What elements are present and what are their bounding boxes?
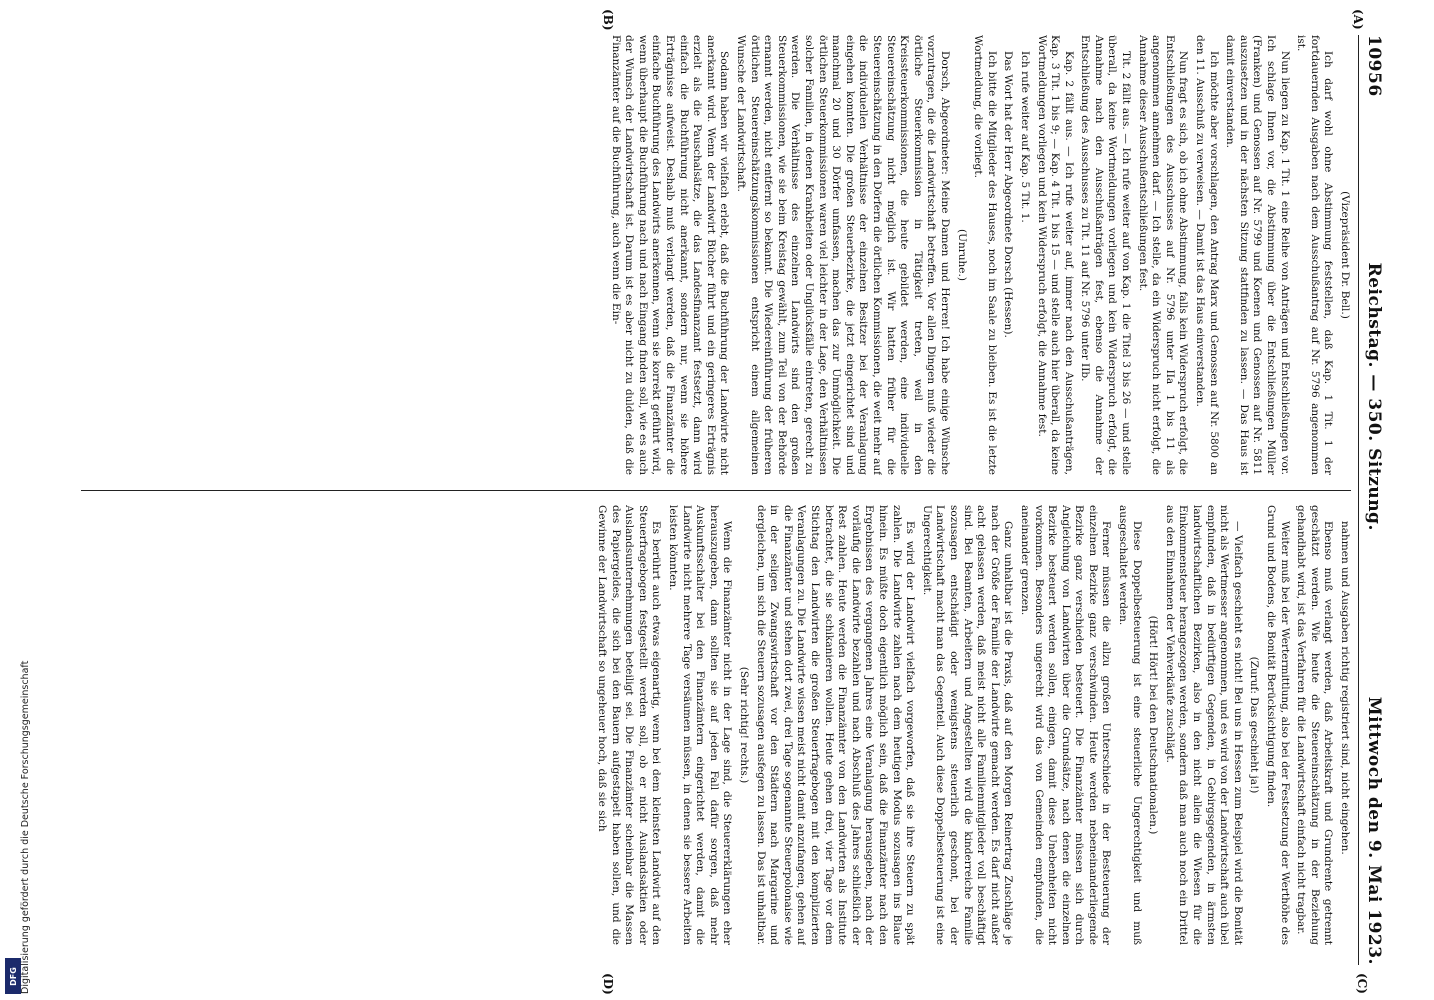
margin-marker-c: (C) bbox=[1355, 973, 1369, 994]
column-divider bbox=[81, 490, 1351, 491]
paragraph: Ganz unhaltbar ist die Praxis, daß auf den Morgen Reinertrag Zuschläge je nach der Größe der Familie der Landwirte gemacht werden. Es darf nicht außer acht gelassen werden, daß meist nicht alle Familienmitglieder voll beschäftigt sind. Bei Beamten, Arbeitern und Angestellten wird die kinderreiche Familie sozusagen entschädigt oder wenigstens steuerlich geschont, bei der Landwirtschaft macht man das Gegenteil. Auch diese Doppelbesteuerung ist eine Ungerechtigkeit. bbox=[920, 505, 1015, 945]
margin-marker-a: (A) bbox=[1351, 9, 1365, 30]
paragraph: Ich darf wohl ohne Abstimmung feststellen, daß Kap. 1 Tit. 1 der fortdauernden Ausgaben nach dem Ausschußantrag auf Nr. 5796 angenommen ist. bbox=[1295, 35, 1335, 475]
page-number: 10956 bbox=[1364, 35, 1384, 97]
paragraph: Diese Doppelbesteuerung ist eine steuerliche Ungerechtigkeit und muß ausgeschaltet werden. bbox=[1117, 505, 1143, 945]
credit-strip bbox=[0, 0, 31, 1000]
page-header bbox=[1358, 35, 1389, 965]
margin-marker-b: (B) bbox=[601, 9, 615, 31]
paragraph: — Vielfach geschieht es nicht! Bei uns in Hessen zum Beispiel wird die Bonität nicht als Wertmesser angenommen, und es wird von der Landwirtschaft auch übel empfunden, daß in bedürftigen Gegenden, in Gebirgsgegenden, in ärmsten landwirtschaftlichen Bezirken, also in den nicht allein die Wiesen für die Einkommensteuer herangezogen werden, sondern daß man auch noch ein Drittel aus den Einnahmen der Viehverkäufe zuschlägt. bbox=[1163, 505, 1244, 945]
paragraph: Weiter muß bei der Wertermittlung, also bei der Festsetzung der Werthöhe des Grund und Bodens, die Bonität Berücksichtigung finden. bbox=[1265, 505, 1291, 945]
paragraph: Dorsch, Abgeordneter: Meine Damen und Herren! Ich habe einige Wünsche vorzutragen, die die Landwirtschaft betreffen. Vor allen Dingen muß wieder die örtliche Steuerkommission in Tätigkeit treten, weil in den Kreissteuerkommissionen, die heute gebildet werden, eine individuelle Steuereinschätzung nicht möglich ist. Wir hatten früher für die Steuereinschätzung in den Dörfern die örtlichen Kommissionen, die weit mehr auf die individuellen Verhältnisse der einzelnen Besitzer bei der Veranlagung eingehen konnten. Die großen Steuerbezirke, die jetzt eingerichtet sind und manchmal 20 und 30 Dörfer umfassen, machen das zur Unmöglichkeit. Die örtlichen Steuerkommissionen waren viel leichter in der Lage, den Verhältnissen solcher Familien, in denen Krankheiten oder Unglücksfälle eintreten, gerecht zu werden. Die Verhältnisse des einzelnen Landwirts sind den großen Steuerkommissionen, wie sie beim Kreistag gewählt, zum Teil von der Behörde ernannt werden, nicht entfernt so bekannt. Die Wiedereinführung der früheren örtlichen Steuereinschätzungskommissionen entspricht einem allgemeinen Wunsche der Landwirtschaft. bbox=[735, 35, 951, 475]
paragraph: nahmen und Ausgaben richtig registriert sind, nicht eingehen. bbox=[1339, 521, 1351, 855]
paragraph: Das Wort hat der Herr Abgeordnete Dorsch (Hessen). bbox=[1002, 51, 1015, 338]
dfg-logo: DFG bbox=[5, 958, 21, 994]
paragraph: Sodann haben wir vielfach erlebt, daß die Buchführung der Landwirte nicht anerkannt wird. Wenn der Landwirt Bücher führt und ein geringeres Erträgnis erzielt als die Pauschalsätze, die das Landesfinanzamt festsetzt, dann wird einfach die Buchführung nicht anerkannt, sondern nur, wenn sie höhere Erträgnisse aufweist. Deshalb muß verlangt werden, daß die Finanzämter die einfache Buchführung des Landwirts anerkennen, wenn sie korrekt geführt wird, wenn überhaupt die Buchführung nach und nach Eingang finden soll, wie es auch der Wunsch der Landwirtschaft ist. Darum ist es aber nicht zu dulden, daß die Finanzämter auf die Buchführung, auch wenn die Ein- bbox=[609, 35, 731, 475]
paragraph: (Sehr richtig! rechts.) bbox=[738, 666, 751, 784]
paragraph: Kap. 2 fällt aus. — Ich rufe weiter auf, immer nach den Ausschußanträgen, Kap. 3 Tit. 1 bis 9; — Kap. 4 Tit. 1 bis 15 — und stelle auch hier überall, da keine Wortmeldungen vorliegen und kein Widerspruch erfolgt, die Annahme fest. bbox=[1035, 35, 1075, 475]
paragraph: Nun liegen zu Kap. 1 Tit. 1 eine Reihe von Anträgen und Entschließungen vor. Ich schlage Ihnen vor, die Abstimmung über die Entschließungen Müller (Franken) und Genossen auf Nr. 5799 und Koenen und Genossen auf Nr. 5811 auszusetzen und in der nächsten Sitzung stattfinden zu lassen. — Das Haus ist damit einverstanden. bbox=[1224, 35, 1291, 475]
paragraph: (Hört! Hört! bei den Deutschnationalen.) bbox=[1147, 615, 1160, 835]
paragraph: Ich rufe weiter auf Kap. 5 Tit. 1. bbox=[1018, 51, 1031, 223]
paragraph: Wenn die Finanzämter nicht in der Lage sind, die Steuererklärungen eher herauszugeben, dann sollten sie auf jeden Fall dafür sorgen, daß mehr Auskunftsschalter bei den Finanzämtern eingerichtet werden, damit die Landwirte nicht mehrere Tage versäumen müssen, in denen sie bessere Arbeiten leisten könnten. bbox=[667, 505, 734, 945]
paragraph: (Vizepräsident Dr. Bell.) bbox=[1339, 191, 1351, 319]
paragraph: (Unruhe.) bbox=[955, 229, 968, 281]
paragraph: Tit. 2 fällt aus. — Ich rufe weiter auf von Kap. 1 die Titel 3 bis 26 — und stelle überall, da keine Wortmeldungen vorliegen und kein Widerspruch erfolgt, die Annahme nach den Ausschußanträgen fest, ebenso die Annahme der Entschließung des Ausschusses zu Tit. 11 auf Nr. 5796 unter IIb. bbox=[1079, 35, 1133, 475]
paragraph: Ebenso muß verlangt werden, daß Arbeitskraft und Grundrente getrennt geschätzt werden. Wie heute die Steuereinschätzung in der Beziehung gehandhabt wird, ist das Verfahren für die Landwirtschaft einfach nicht tragbar. bbox=[1295, 505, 1335, 945]
right-column bbox=[81, 505, 1351, 945]
paragraph: Nun fragt es sich, ob ich ohne Abstimmung, falls kein Widerspruch erfolgt, die Entschließungen des Ausschusses auf Nr. 5796 unter IIa 1 bis 11 als angenommen annehmen darf. — Ich stelle, da ein Widerspruch nicht erfolgt, die Annahme dieser Ausschußentschließungen fest. bbox=[1136, 35, 1190, 475]
left-column bbox=[81, 35, 1351, 475]
header-date: Mittwoch den 9. Mai 1923. bbox=[1364, 696, 1384, 965]
margin-marker-d: (D) bbox=[601, 973, 615, 995]
paragraph: Ferner müssen die allzu großen Unterschiede in der Besteuerung der einzelnen Bezirke ganz verschwinden. Heute werden nebeneinanderliegende Bezirke ganz verschieden besteuert. Die Finanzämter müssen sich durch Angleichung von Landwirten über die Grundsätze, nach denen die einzelnen Bezirke besteuert werden sollen, einigen, damit diese Unebenheiten nicht vorkommen. Besonders ungerecht wird das von Gemeinden empfunden, die aneinander grenzen. bbox=[1018, 505, 1113, 945]
paragraph: Ich möchte aber vorschlagen, den Antrag Marx und Genossen auf Nr. 5800 an den 11. Ausschuß zu verweisen. — Damit ist das Haus einverstanden. bbox=[1194, 35, 1220, 475]
scanned-page bbox=[65, 5, 1395, 995]
header-title: Reichstag. — 350. Sitzung. bbox=[1364, 262, 1384, 531]
digitization-credit: Digitalisierung gefördert durch die Deutsche Forschungsgemeinschaft bbox=[20, 660, 31, 994]
paragraph: Es berührt auch etwas eigenartig, wenn bei dem kleinsten Landwirt auf den Steuerfragebogen festgestellt werden soll, ob er nicht Auslandsaktien oder Auslandsunternehmungen beteiligt sei. Die Finanzämter scheinbar die Massen des Papiergeldes, die sich bei den Bauern aufgestapelt haben sollen, und die Gewinne der Landwirtschaft so ungeheuer hoch, daß sie sich bbox=[596, 505, 663, 945]
paragraph: Ich bitte die Mitglieder des Hauses, noch im Saale zu bleiben. Es ist die letzte Wortmeldung, die vorliegt. bbox=[972, 35, 998, 475]
paragraph: (Zuruf: Das geschieht ja!) bbox=[1248, 656, 1261, 794]
paragraph: Es wird der Landwirt vielfach vorgeworfen, daß sie ihre Steuern zu spät zahlen. Die Landwirte zahlen nach dem heutigen Modus sozusagen ins Blaue hinein. Es müßte doch eigentlich möglich sein, daß die Finanzämter nach den Ergebnissen des vergangenen Jahres eine Veranlagung herausgeben, nach der vorläufig die Landwirte bezahlen und nach Abschluß des Jahres schließlich der Rest zahlen. Heute werden die Finanzämter von den Landwirten als Institute betrachtet, die sie schikanieren wollen. Heute gehen drei, vier Tage vor dem Stichtag den Landwirten die großen Steuerfragebogen mit den komplizierten Veranlagungen zu. Die Landwirte wissen meist nicht damit anzufangen, gehen auf die Finanzämter und stehen dort zwei, drei Tage sogenannte Steuerpolonaise wie in der seligen Zwangswirtschaft vor den Städtern nach Margarine und dergleichen, um sich die Steuern sozusagen ausfegen zu lassen. Das ist unhaltbar. bbox=[754, 505, 917, 945]
